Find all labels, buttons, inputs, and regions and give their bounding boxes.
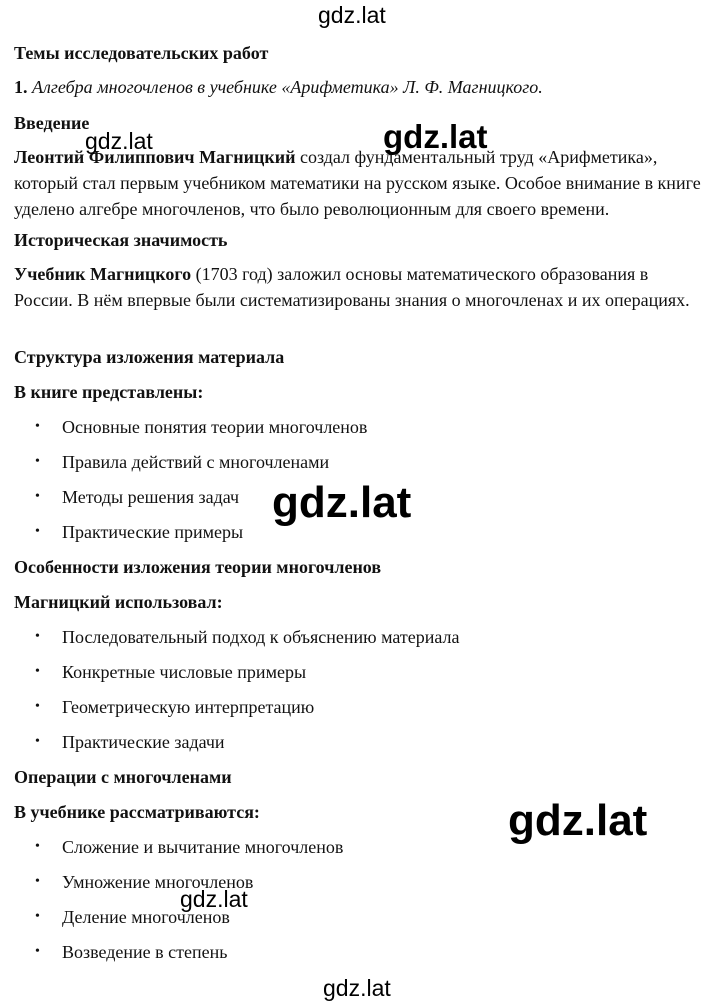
history-heading: Историческая значимость	[14, 230, 228, 250]
watermark-center: gdz.lat	[272, 478, 412, 527]
features-list	[14, 624, 460, 764]
structure-lead: В книге представлены:	[14, 382, 204, 402]
features-lead: Магницкий использовал:	[14, 592, 223, 612]
history-subject: Учебник Магницкого	[14, 264, 192, 284]
list-item: • Правила действий с многочленами	[14, 449, 367, 484]
operations-lead: В учебнике рассматриваются:	[14, 802, 260, 822]
watermark-lower-left: gdz.lat	[180, 886, 248, 912]
list-item: • Основные понятия теории многочленов	[14, 414, 367, 449]
topic-title	[14, 74, 543, 100]
operations-list	[14, 834, 343, 974]
watermark-lower-right: gdz.lat	[508, 796, 648, 845]
watermark-upper-center: gdz.lat	[383, 118, 488, 155]
structure-heading: Структура изложения материала	[14, 347, 285, 367]
list-item: • Геометрическую интерпретацию	[14, 694, 460, 729]
topic-text: Алгебра многочленов в учебнике «Арифметика» Л. Ф. Магницкого.	[32, 77, 543, 97]
list-item: • Возведение в степень	[14, 939, 343, 974]
list-item: • Конкретные числовые примеры	[14, 659, 460, 694]
watermark-bottom: gdz.lat	[323, 975, 391, 1001]
list-item: • Методы решения задач	[14, 484, 367, 519]
history-paragraph	[14, 261, 706, 313]
watermark-left: gdz.lat	[85, 128, 153, 154]
list-item: • Практические задачи	[14, 729, 460, 764]
list-item: • Практические примеры	[14, 519, 367, 554]
list-item: • Сложение и вычитание многочленов	[14, 834, 343, 869]
list-item: • Последовательный подход к объяснению материала	[14, 624, 460, 659]
list-item: • Деление многочленов	[14, 904, 343, 939]
document-heading: Темы исследовательских работ	[14, 43, 269, 63]
intro-heading: Введение	[14, 113, 90, 133]
topic-number: 1.	[14, 77, 28, 97]
operations-heading: Операции с многочленами	[14, 767, 232, 787]
intro-text: создал фундаментальный труд «Арифметика», который стал первым учебником математики на русском языке. Особое внимание в книге уделено алгебре многочленов, что было революционным для своего времени.	[14, 147, 701, 219]
watermark-top: gdz.lat	[318, 2, 386, 28]
list-item: • Умножение многочленов	[14, 869, 343, 904]
history-text: (1703 год) заложил основы математического образования в России. В нём впервые были систематизированы знания о многочленах и их операциях.	[14, 264, 690, 310]
intro-paragraph	[14, 144, 706, 222]
features-heading: Особенности изложения теории многочленов	[14, 557, 382, 577]
intro-name: Леонтий Филиппович Магницкий	[14, 147, 296, 167]
